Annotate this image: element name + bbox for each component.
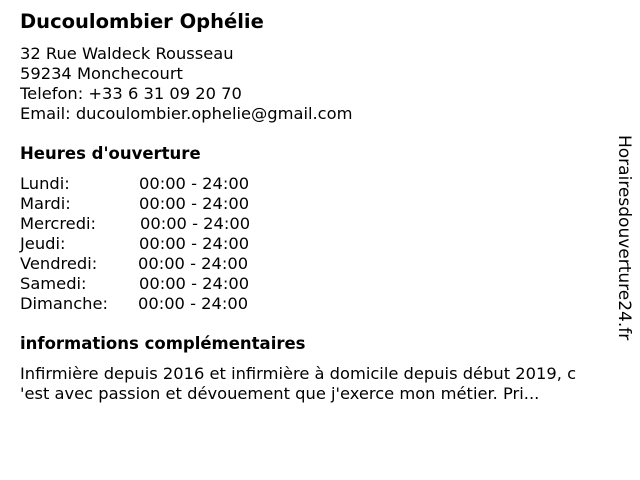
- time-range: 00:00 - 24:00: [138, 294, 249, 313]
- time-range: 00:00 - 24:00: [139, 194, 250, 213]
- time-range: 00:00 - 24:00: [138, 254, 249, 273]
- info-line: 'est avec passion et dévouement que j'exerce mon métier. Pri...: [20, 384, 540, 403]
- address-city: 59234 Monchecourt: [20, 64, 183, 83]
- hours-row-saturday: [20, 274, 270, 294]
- time-range: 00:00 - 24:00: [139, 234, 250, 253]
- opening-hours-heading: Heures d'ouverture: [20, 144, 201, 163]
- day-label: Samedi:: [20, 274, 87, 293]
- day-label: Mardi:: [20, 194, 71, 213]
- time-range: 00:00 - 24:00: [139, 174, 250, 193]
- address-street: 32 Rue Waldeck Rousseau: [20, 44, 234, 63]
- hours-row-sunday: [20, 294, 270, 314]
- day-label: Vendredi:: [20, 254, 98, 273]
- contact-block: [20, 44, 352, 124]
- opening-hours-table: [20, 174, 270, 314]
- hours-row-thursday: [20, 234, 270, 254]
- additional-info-text: [20, 364, 616, 404]
- info-line: Infirmière depuis 2016 et infirmière à domicile depuis début 2019, c: [20, 364, 577, 383]
- day-label: Mercredi:: [20, 214, 97, 233]
- time-range: 00:00 - 24:00: [139, 274, 250, 293]
- day-label: Lundi:: [20, 174, 70, 193]
- day-label: Jeudi:: [20, 234, 66, 253]
- business-name: Ducoulombier Ophélie: [20, 10, 264, 33]
- hours-row-tuesday: [20, 194, 270, 214]
- day-label: Dimanche:: [20, 294, 108, 313]
- site-watermark: Horairesdouverture24.fr: [614, 135, 634, 341]
- hours-row-wednesday: [20, 214, 270, 234]
- additional-info-heading: informations complémentaires: [20, 334, 306, 353]
- hours-row-friday: [20, 254, 270, 274]
- time-range: 00:00 - 24:00: [140, 214, 251, 233]
- hours-row-monday: [20, 174, 270, 194]
- email-address: Email: ducoulombier.ophelie@gmail.com: [20, 104, 353, 123]
- phone-number: Telefon: +33 6 31 09 20 70: [20, 84, 242, 103]
